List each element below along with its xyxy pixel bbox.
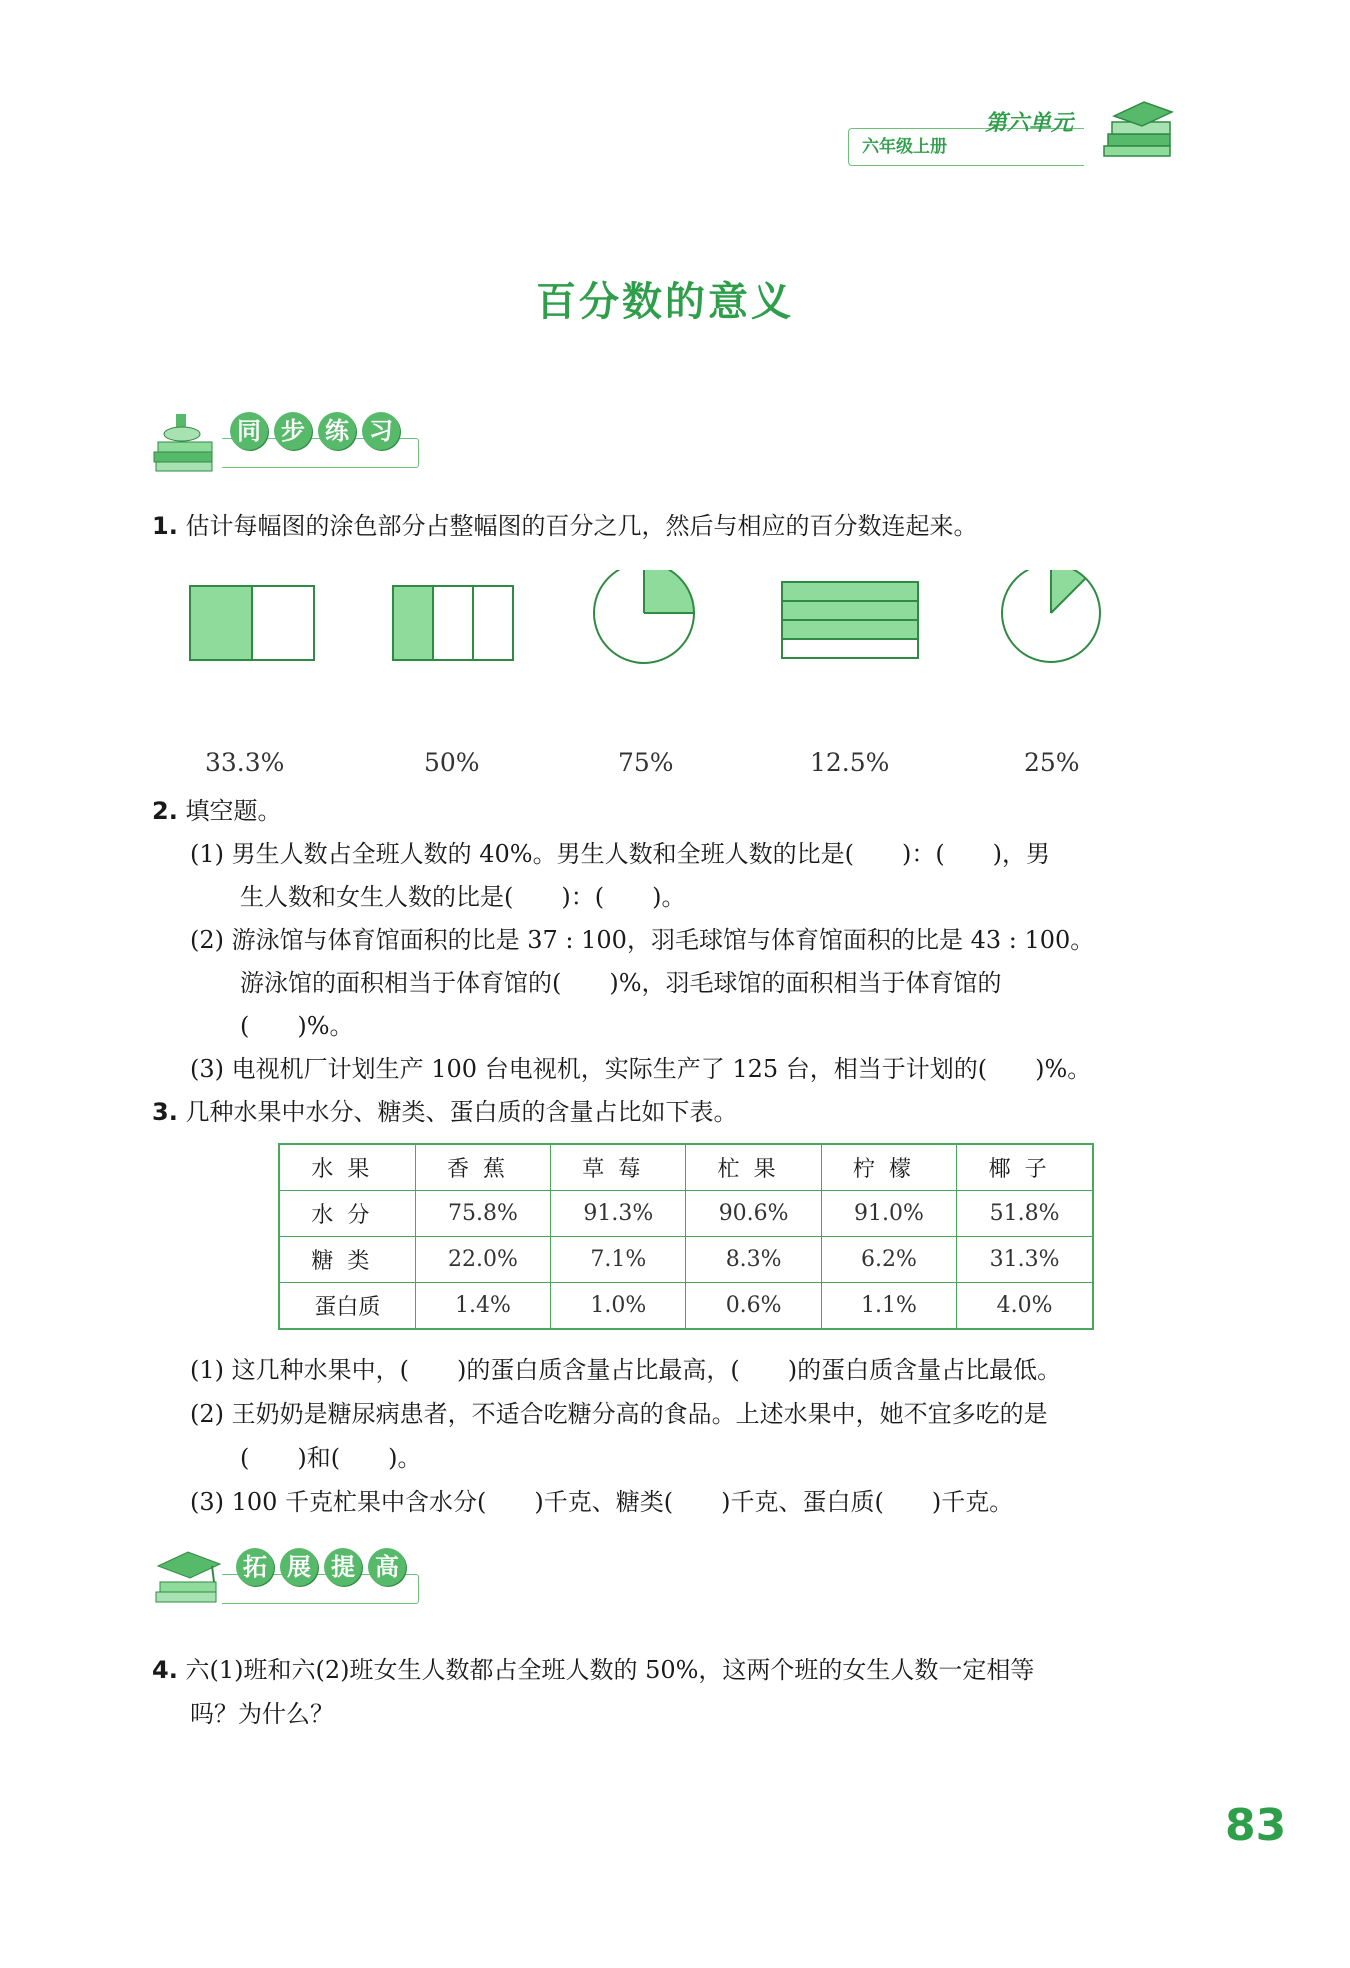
question-text: 填空题。 — [185, 797, 282, 825]
table-cell: 31.3% — [957, 1237, 1093, 1283]
percent-option: 75% — [618, 748, 674, 777]
percent-option: 12.5% — [810, 748, 890, 777]
table-row — [279, 1191, 1093, 1237]
table-header-cell: 杧果 — [686, 1144, 821, 1191]
books-icon — [1100, 96, 1180, 166]
stack-icon — [150, 412, 220, 474]
section-char: 习 — [362, 412, 400, 450]
q2-line: (3) 电视机厂计划生产 100 台电视机，实际生产了 125 台，相当于计划的( )%。 — [190, 1055, 1092, 1083]
table-row-label: 蛋白质 — [279, 1283, 415, 1330]
table-cell: 1.0% — [551, 1283, 686, 1330]
table-cell: 75.8% — [415, 1191, 550, 1237]
q2-line: (1) 男生人数占全班人数的 40%。男生人数和全班人数的比是( )：( )，男 — [190, 840, 1051, 868]
question-text: 估计每幅图的涂色部分占整幅图的百分之几，然后与相应的百分数连起来。 — [185, 512, 978, 540]
question-number: 1. — [152, 512, 178, 540]
table-header-cell: 香蕉 — [415, 1144, 550, 1191]
shaded-figures — [180, 570, 1120, 670]
section-extension — [150, 1548, 450, 1608]
q4-line: 吗？为什么？ — [190, 1700, 334, 1728]
percent-option: 50% — [424, 748, 480, 777]
q3-line: (2) 王奶奶是糖尿病患者，不适合吃糖分高的食品。上述水果中，她不宜多吃的是 — [190, 1400, 1048, 1428]
page-number: 83 — [1225, 1800, 1287, 1851]
table-row — [279, 1283, 1093, 1330]
figure-stripes-rect — [782, 582, 918, 658]
question-number: 2. — [152, 797, 178, 825]
table-cell: 91.0% — [821, 1191, 956, 1237]
table-row-label: 水分 — [279, 1191, 415, 1237]
table-header-cell: 椰子 — [957, 1144, 1093, 1191]
question-number: 4. — [152, 1656, 178, 1684]
table-cell: 51.8% — [957, 1191, 1093, 1237]
question-number: 3. — [152, 1098, 178, 1126]
table-cell: 1.1% — [821, 1283, 956, 1330]
question-text: 几种水果中水分、糖类、蛋白质的含量占比如下表。 — [185, 1098, 738, 1126]
percent-option: 33.3% — [205, 748, 285, 777]
table-cell: 8.3% — [686, 1237, 821, 1283]
q3-line: (3) 100 千克杧果中含水分( )千克、糖类( )千克、蛋白质( )千克。 — [190, 1488, 1014, 1516]
section-char: 练 — [318, 412, 356, 450]
table-header-cell: 水果 — [279, 1144, 415, 1191]
table-cell: 90.6% — [686, 1191, 821, 1237]
figure-quarter-circle — [594, 570, 694, 663]
table-cell: 0.6% — [686, 1283, 821, 1330]
table-cell: 4.0% — [957, 1283, 1093, 1330]
table-header-row — [279, 1144, 1093, 1191]
table-cell: 6.2% — [821, 1237, 956, 1283]
question-2 — [152, 791, 281, 831]
question-1 — [152, 506, 977, 546]
table-row-label: 糖类 — [279, 1237, 415, 1283]
q2-line: ( )%。 — [240, 1012, 354, 1040]
section-char: 同 — [230, 412, 268, 450]
q2-line: 生人数和女生人数的比是( )：( )。 — [240, 883, 686, 911]
question-3 — [152, 1092, 737, 1132]
fruit-nutrition-table — [278, 1143, 1094, 1330]
table-header-cell: 草莓 — [551, 1144, 686, 1191]
q3-line: (1) 这几种水果中，( )的蛋白质含量占比最高，( )的蛋白质含量占比最低。 — [190, 1356, 1062, 1384]
graduation-cap-icon — [150, 1548, 226, 1610]
q3-line: ( )和( )。 — [240, 1444, 422, 1472]
percent-option: 25% — [1024, 748, 1080, 777]
figure-third-rect — [393, 586, 513, 660]
table-cell: 1.4% — [415, 1283, 550, 1330]
table-row — [279, 1237, 1093, 1283]
table-header-cell: 柠檬 — [821, 1144, 956, 1191]
q2-line: (2) 游泳馆与体育馆面积的比是 37 : 100，羽毛球馆与体育馆面积的比是 43 : 100。 — [190, 926, 1095, 954]
section-char: 提 — [324, 1548, 362, 1586]
figure-half-rect — [190, 586, 314, 660]
table-cell: 22.0% — [415, 1237, 550, 1283]
table-cell: 7.1% — [551, 1237, 686, 1283]
q2-line: 游泳馆的面积相当于体育馆的( )%，羽毛球馆的面积相当于体育馆的 — [240, 969, 1002, 997]
section-char: 步 — [274, 412, 312, 450]
figure-eighth-circle — [1002, 570, 1100, 662]
grade-label: 六年级上册 — [862, 137, 947, 157]
section-sync-practice — [150, 412, 450, 472]
question-text: 六(1)班和六(2)班女生人数都占全班人数的 50%，这两个班的女生人数一定相等 — [185, 1656, 1035, 1684]
section-char: 高 — [368, 1548, 406, 1586]
unit-label: 第六单元 — [985, 111, 1074, 136]
section-char: 展 — [280, 1548, 318, 1586]
page-title: 百分数的意义 — [536, 278, 794, 325]
table-cell: 91.3% — [551, 1191, 686, 1237]
question-4 — [152, 1650, 1034, 1690]
section-char: 拓 — [236, 1548, 274, 1586]
